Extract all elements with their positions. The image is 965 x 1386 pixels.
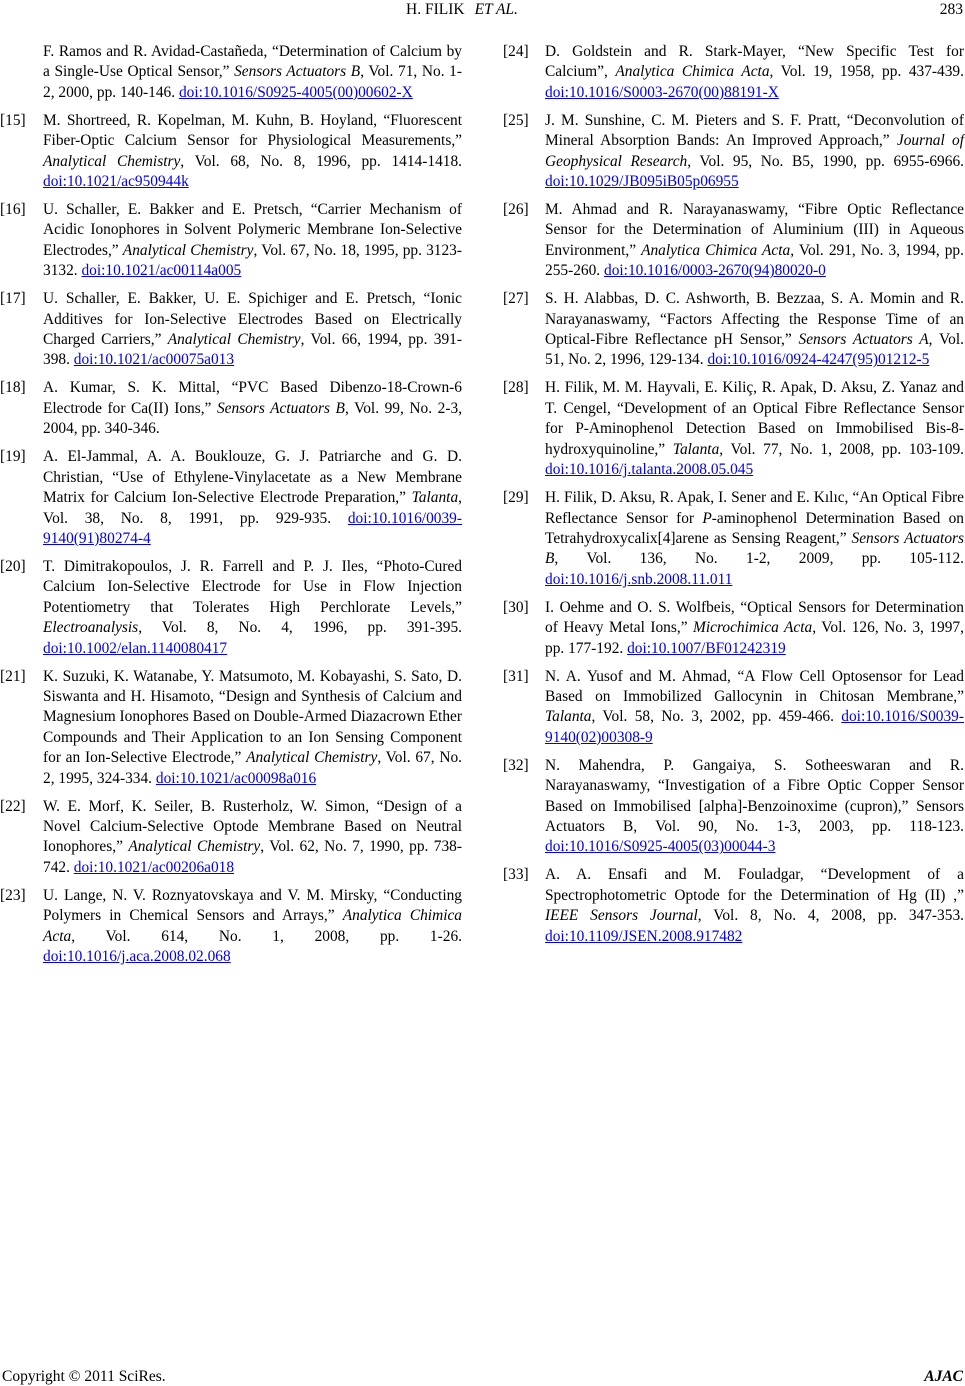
reference-number: [22] [0, 797, 26, 815]
doi-link[interactable]: doi:10.1016/j.snb.2008.11.011 [545, 570, 733, 588]
reference-entry [0, 886, 462, 968]
doi-link[interactable]: doi:10.1016/0924-4247(95)01212-5 [707, 351, 930, 369]
journal-title: IEEE Sensors Journal [545, 907, 698, 925]
reference-text: A. A. Ensafi and M. Fouladgar, “Development of a Spectrophotometric Optode for the Determination of Hg (II) ,” [545, 866, 964, 904]
journal-title: Sensors Actuators B [216, 399, 345, 417]
reference-text: , Vol. 126, No. 3, 1997, pp. 177-192. [545, 619, 964, 657]
reference-text: , Vol. 95, No. B5, 1990, pp. 6955-6966. [687, 152, 964, 170]
journal-title: Analytica Chimica Acta [641, 241, 791, 259]
reference-entry [0, 200, 462, 282]
reference-text: -aminophenol Determination Based on Tetrahydroxycalix[4]arene as Sensing Reagent,” [545, 509, 964, 547]
reference-entry [503, 756, 964, 858]
reference-text: H. Filik, M. M. Hayvali, E. Kiliç, R. Apak, D. Aksu, Z. Yanaz and T. Cengel, “Development of an Optical Fibre Reflectance Sensor for P-Aminophenol Detection Based on Immobilised Bis-8-hydroxyquinoline,” [545, 379, 964, 458]
doi-link[interactable]: doi:10.1016/S0925-4005(00)00602-X [178, 83, 413, 101]
reference-number: [16] [0, 201, 26, 219]
reference-text: , Vol. 99, No. 2-3, 2004, pp. 340-346. [43, 399, 462, 438]
journal-title: Journal of Geophysical Research [545, 132, 964, 170]
journal-abbrev: AJAC [924, 1368, 963, 1385]
journal-title: Sensors Actuators B [234, 63, 361, 81]
reference-number: [30] [503, 598, 529, 616]
reference-entry [0, 557, 462, 659]
doi-link[interactable]: doi:10.1021/ac00114a005 [81, 262, 242, 280]
reference-number: [25] [503, 111, 529, 129]
reference-text: D. Goldstein and R. Stark-Mayer, “New Specific Test for Calcium”, [545, 43, 964, 81]
doi-link[interactable]: doi:10.1016/0039-9140(91)80274-4 [43, 509, 462, 547]
doi-link[interactable]: doi:10.1016/j.talanta.2008.05.045 [545, 461, 754, 479]
reference-text: H. Filik, D. Aksu, R. Apak, I. Sener and E. Kılıc, “An Optical Fibre Reflectance Sensor for [545, 489, 964, 527]
doi-link[interactable]: doi:10.1016/0003-2670(94)80020-0 [604, 262, 826, 280]
reference-text: , Vol. 58, No. 3, 2002, pp. 459-466. [591, 708, 842, 726]
reference-text: U. Lange, N. V. Roznyatovskaya and V. M. Mirsky, “Conducting Polymers in Chemical Sensors and Arrays,” [43, 886, 462, 925]
reference-text: A. El-Jammal, A. A. Bouklouze, G. J. Patriarche and G. D. Christian, “Use of Ethylene-Vinylacetate as a New Membrane Matrix for Calcium Ion-Selective Electrode Preparation,” [43, 448, 462, 507]
header-author: H. FILIK [406, 1, 465, 18]
reference-number: [27] [503, 290, 529, 308]
copyright-notice: Copyright © 2011 SciRes. [2, 1368, 166, 1385]
reference-entry [503, 111, 964, 193]
journal-title: Analytica Chimica Acta [615, 63, 770, 81]
reference-text: , Vol. 8, No. 4, 1996, pp. 391-395. [138, 619, 462, 637]
doi-link[interactable]: doi:10.1021/ac00098a016 [155, 769, 317, 787]
reference-entry [503, 598, 964, 659]
running-header [406, 1, 518, 19]
reference-entry [0, 447, 462, 549]
reference-text: , Vol. 614, No. 1, 2008, pp. 1-26. [71, 927, 462, 945]
doi-link[interactable]: doi:10.1016/S0039-9140(02)00308-9 [545, 708, 964, 746]
reference-number: [28] [503, 379, 529, 397]
reference-entry [503, 488, 964, 590]
reference-number: [17] [0, 290, 26, 308]
reference-text: N. Mahendra, P. Gangaiya, S. Sotheeswaran and R. Narayanaswamy, “Investigation of a Fibre Optic Copper Sensor Based on Immobilised [alpha]-Benzoinoxime (cupron),” Sensors Actuators B, Vol. 90, No. 1-3, 2003, pp. 118-123. [545, 756, 964, 835]
doi-link[interactable]: doi:10.1016/S0003-2670(00)88191-X [545, 83, 779, 101]
reference-text: F. Ramos and R. Avidad-Castañeda, “Determination of Calcium by a Single-Use Optical Sensor,” [43, 43, 462, 81]
doi-link[interactable]: doi:10.1029/JB095iB05p06955 [545, 173, 739, 191]
reference-number: [24] [503, 43, 529, 60]
reference-text: U. Schaller, E. Bakker and E. Pretsch, “Carrier Mechanism of Acidic Ionophores in Solvent Polymeric Membrane Ion-Selective Electrodes,” [43, 201, 462, 259]
page-number: 283 [939, 1, 963, 18]
journal-title: Sensors Actuators A [798, 331, 929, 349]
journal-title: Sensors Actuators B [545, 529, 964, 568]
reference-text: S. H. Alabbas, D. C. Ashworth, B. Bezzaa, S. A. Momin and R. Narayanaswamy, “Factors Affecting the Response Time of an Optical-Fibre Reflectance pH Sensor,” [545, 290, 964, 349]
reference-text: , Vol. 62, No. 7, 1990, pp. 738-742. [43, 838, 462, 876]
reference-text: K. Suzuki, K. Watanabe, Y. Matsumoto, M. Kobayashi, S. Sato, D. Siswanta and H. Hisamoto, “Design and Synthesis of Calcium and Magnesium Ionophores Based on Double-Armed Diazacrown Ether Compounds and Their Application to an Ion Sensing Component for an Ion-Selective Electrode,” [43, 667, 462, 767]
reference-text: , Vol. 291, No. 3, 1994, pp. 255-260. [545, 241, 964, 280]
journal-title: Analytica Chimica Acta [43, 907, 463, 945]
reference-number: [23] [0, 886, 26, 904]
reference-number: [29] [503, 489, 529, 507]
header-et-al: ET AL. [474, 1, 518, 18]
reference-entry [0, 42, 462, 103]
journal-title: Electroanalysis [43, 619, 139, 637]
reference-entry [503, 42, 964, 103]
doi-link[interactable]: doi:10.1002/elan.1140080417 [43, 639, 228, 657]
reference-entry [0, 111, 462, 193]
journal-title: Analytical Chemistry [167, 331, 301, 349]
doi-link[interactable]: doi:10.1016/S0925-4005(03)00044-3 [545, 838, 776, 856]
reference-number: [19] [0, 448, 26, 466]
reference-text: N. A. Yusof and M. Ahmad, “A Flow Cell Optosensor for Lead Based on Immobilized Gallocynin in Chitosan Membrane,” [545, 667, 964, 705]
journal-title: Analytical Chemistry [122, 241, 254, 259]
journal-title: Talanta [545, 708, 592, 726]
reference-entry [0, 289, 462, 371]
reference-entry [503, 667, 964, 749]
reference-text: T. Dimitrakopoulos, J. R. Farrell and P. J. Iles, “Photo-Cured Calcium Ion-Selective Electrode for Use in Flow Injection Potentiometry that Tolerates High Perchlorate Levels,” [43, 557, 462, 616]
journal-title: Talanta [672, 440, 720, 458]
reference-text: , Vol. 67, No. 18, 1995, pp. 3123-3132. [43, 241, 463, 280]
journal-title: Talanta [411, 489, 459, 507]
journal-title: Analytical Chemistry [43, 152, 181, 170]
reference-text: A. Kumar, S. K. Mittal, “PVC Based Dibenzo-18-Crown-6 Electrode for Ca(II) Ions,” [43, 379, 462, 417]
reference-entry [503, 865, 964, 947]
doi-link[interactable]: doi:10.1021/ac00206a018 [73, 858, 235, 876]
reference-entry [503, 289, 964, 371]
reference-text: W. E. Morf, K. Seiler, B. Rusterholz, W. Simon, “Design of a Novel Calcium-Selective Optode Membrane Based on Neutral Ionophores,” [43, 797, 462, 856]
reference-number: [18] [0, 379, 26, 397]
reference-entry [0, 797, 462, 879]
reference-number: [26] [503, 201, 529, 219]
reference-text: J. M. Sunshine, C. M. Pieters and S. F. Pratt, “Deconvolution of Mineral Absorption Bands: An Improved Approach,” [545, 111, 964, 150]
reference-text: , Vol. 71, No. 1-2, 2000, pp. 140-146. [43, 63, 463, 101]
reference-text: , Vol. 19, 1958, pp. 437-439. [769, 63, 964, 81]
reference-text: , Vol. 68, No. 8, 1996, pp. 1414-1418. [180, 152, 463, 170]
reference-text: I. Oehme and O. S. Wolfbeis, “Optical Sensors for Determination of Heavy Metal Ions,” [545, 598, 964, 637]
reference-text: M. Shortreed, R. Kopelman, M. Kuhn, B. Hoyland, “Fluorescent Fiber-Optic Calcium Sensor for Physiological Measurements,” [43, 111, 462, 150]
reference-list-left [0, 42, 462, 975]
reference-text: , Vol. 136, No. 1-2, 2009, pp. 105-112. [554, 550, 964, 568]
reference-text: , Vol. 8, No. 4, 2008, pp. 347-353. [697, 907, 964, 925]
journal-title: P [702, 509, 712, 527]
reference-number: [21] [0, 667, 26, 685]
journal-title: Analytical Chemistry [246, 749, 378, 767]
reference-number: [31] [503, 667, 529, 685]
reference-text: M. Ahmad and R. Narayanaswamy, “Fibre Optic Reflectance Sensor for the Determination of Aluminium (III) in Aqueous Environment,” [545, 201, 964, 259]
reference-entry [503, 200, 964, 282]
reference-number: [15] [0, 111, 26, 129]
journal-title: Microchimica Acta [693, 619, 813, 637]
reference-number: [20] [0, 557, 26, 575]
doi-link[interactable]: doi:10.1007/BF01242319 [627, 639, 786, 657]
doi-link[interactable]: doi:10.1109/JSEN.2008.917482 [545, 927, 743, 945]
doi-link[interactable]: doi:10.1021/ac950944k [43, 173, 189, 191]
doi-link[interactable]: doi:10.1016/j.aca.2008.02.068 [43, 948, 231, 965]
reference-text: , Vol. 77, No. 1, 2008, pp. 103-109. [719, 440, 964, 458]
reference-text: , Vol. 66, 1994, pp. 391-398. [43, 331, 463, 369]
reference-text: U. Schaller, E. Bakker, U. E. Spichiger and E. Pretsch, “Ionic Additives for Ion-Selective Electrodes Based on Electrically Charged Carriers,” [43, 290, 462, 349]
journal-title: Analytical Chemistry [128, 838, 261, 856]
reference-list-right [503, 42, 964, 955]
reference-number: [32] [503, 756, 529, 774]
reference-text: , Vol. 38, No. 8, 1991, pp. 929-935. [43, 489, 462, 527]
reference-entry [503, 378, 964, 480]
reference-entry [0, 667, 462, 789]
reference-number: [33] [503, 866, 529, 884]
reference-text: , Vol. 51, No. 2, 1996, 129-134. [545, 331, 964, 369]
doi-link[interactable]: doi:10.1021/ac00075a013 [73, 351, 235, 369]
reference-entry [0, 378, 462, 439]
reference-text: , Vol. 67, No. 2, 1995, 324-334. [43, 749, 462, 787]
